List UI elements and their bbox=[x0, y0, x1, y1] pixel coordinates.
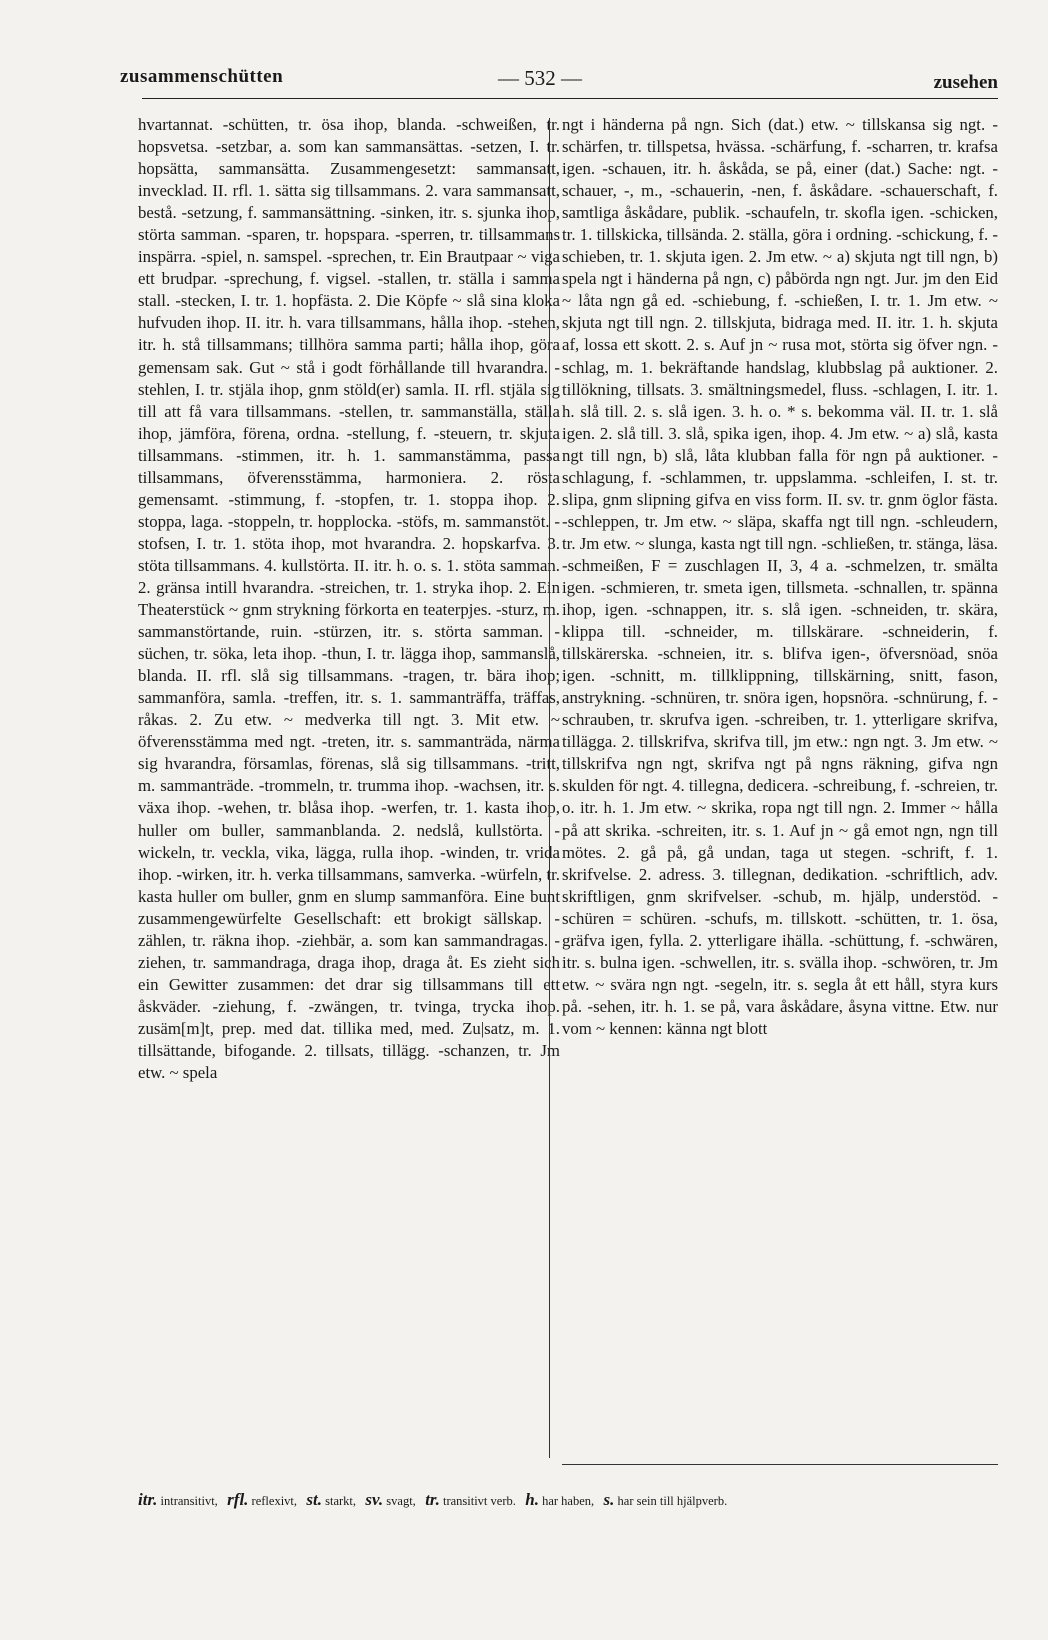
right-column-text: ngt i händerna på ngn. Sich (dat.) etw. ~ tillskansa sig ngt. -schärfen, tr. tillspetsa, hvässa. -schärfung, f. -scharren, tr. krafsa igen. -schauen, itr. h. åskåda, se på, einer (dat.) Sache: ngt. -schauer, -, m., -schauerin, -nen, f. åskådare. -schauerschaft, f. samtliga åskådare, publik. -schaufeln, tr. skofla igen. -schicken, tr. 1. tillskicka, tillsända. 2. ställa, göra i ordning. -schickung, f. -schieben, tr. 1. skjuta igen. 2. Jm etw. ~ a) skjuta ngt till ngn, b) spela ngt i händerna på ngn, c) påbörda ngn ngt. Jur. jm den Eid ~ låta ngn gå ed. -schiebung, f. -schießen, I. tr. 1. Jm etw. ~ skjuta ngt till ngn. 2. tillskjuta, bidraga med. II. itr. 1. h. skjuta af, lossa ett skott. 2. s. Auf jn ~ rusa mot, störta sig öfver ngn. -schlag, m. 1. bekräftande handslag, klubbslag på auktioner. 2. tillökning, tillsats. 3. smältningsmedel, fluss. -schlagen, I. itr. 1. h. slå till. 2. s. slå igen. 3. h. o. * s. bekomma väl. II. tr. 1. slå igen. 2. slå till. 3. slå, spika igen, ihop. 4. Jm etw. ~ a) slå, kasta ngt till ngn, b) slå, låta klubban falla för ngn på auktioner. -schlagung, f. -schlammen, tr. uppslamma. -schleifen, I. st. tr. slipa, gnm slipning gifva en viss form. II. sv. tr. gnm öglor fästa. -schleppen, tr. Jm etw. ~ släpa, skaffa ngt till ngn. -schleudern, tr. Jm etw. ~ slunga, kasta ngt till ngn. -schließen, tr. stänga, läsa. -schmeißen, F = zuschlagen II, 3, 4 a. -schmelzen, tr. smälta igen. -schmieren, tr. smeta igen, tillsmeta. -schnallen, tr. spänna ihop, igen. -schnappen, itr. s. slå igen. -schneiden, tr. skära, klippa till. -schneider, m. tillskärare. -schneiderin, f. tillskärerska. -schneien, itr. s. blifva igen-, öfversnöad, snöa igen. -schnitt, m. tillklippning, tillskärning, snitt, fason, anstrykning. -schnüren, tr. snöra igen, hopsnöra. -schnürung, f. -schrauben, tr. skrufva igen. -schreiben, tr. 1. ytterligare skrifva, tillägga. 2. tillskrifva, skrifva till, jm etw.: ngn ngt. 3. Jm etw. ~ tillskrifva ngn ngt, skrifva ngt på ngns räkning, gifva ngn skulden för ngt. 4. tillegna, dedicera. -schreibung, f. -schreien, tr. o. itr. h. 1. Jm etw. ~ skrika, ropa ngt till ngn. 2. Immer ~ hålla på att skrika. -schreiten, itr. s. 1. Auf jn ~ gå emot ngn, ngn till mötes. 2. gå på, gå undan, taga ut stegen. -schrift, f. 1. skrifvelse. 2. adress. 3. tillegnan, dedikation. -schriftlich, adv. skriftligen, gnm skrifvelser. -schub, m. hjälp, understöd. -schüren = schüren. -schufs, m. tillskott. -schütten, tr. 1. ösa, gräfva igen, fylla. 2. ytterligare ihälla. -schüttung, f. -schwären, itr. s. bulna igen. -schwellen, itr. s. svälla ihop. -schwören, tr. Jm etw. ~ svära ngn ngt. -segeln, itr. s. segla åt ett håll, styra kurs på. -sehen, itr. h. 1. se på, vara åskådare, åsyna vittne. Etw. nur vom ~ kennen: känna ngt blott bbox=[562, 115, 998, 1038]
page-number: — 532 — bbox=[498, 66, 582, 90]
left-column bbox=[138, 114, 560, 1084]
left-column-text: hvartannat. -schütten, tr. ösa ihop, blanda. -schweißen, tr. hopsvetsa. -setzbar, a. som kan sammansättas. -setzen, I. tr. hopsätta, sammansätta. Zusammengesetzt: sammansatt, invecklad. II. rfl. 1. sätta sig tillsammans. 2. vara sammansatt, bestå. -setzung, f. sammansättning. -sinken, itr. s. sjunka ihop, störta samman. -sparen, tr. hopspara. -sperren, tr. tillsammans inspärra. -spiel, n. samspel. -sprechen, tr. Ein Brautpaar ~ viga ett brudpar. -sprechung, f. vigsel. -stallen, tr. ställa i samma stall. -stecken, I. tr. 1. hopfästa. 2. Die Köpfe ~ slå sina kloka hufvuden ihop. II. itr. h. vara tillsammans, hålla ihop. -stehen, itr. h. stå tillsammans; tillhöra samma parti; hålla ihop, göra gemensam sak. Gut ~ stå i godt förhållande till hvarandra. -stehlen, I. tr. stjäla ihop, gnm stöld(er) samla. II. rfl. stjäla sig till att få vara tillsammans. -stellen, tr. sammanställa, ställa ihop, jämföra, förena, ordna. -stellung, f. -steuern, tr. skjuta tillsammans. -stimmen, itr. h. 1. sammanstämma, passa tillsammans, öfverensstämma, harmoniera. 2. rösta gemensamt. -stimmung, f. -stopfen, tr. 1. stoppa ihop. 2. stoppa, laga. -stoppeln, tr. hopplocka. -stöfs, m. sammanstöt. -stofsen, I. tr. 1. stöta ihop, mot hvarandra. 2. hopskarfva. 3. stöta tillsammans. 4. kullstörta. II. itr. h. o. s. 1. stöta samman. 2. gränsa intill hvarandra. -streichen, tr. 1. stryka ihop. 2. Ein Theaterstück ~ gnm strykning förkorta en teaterpjes. -sturz, m. sammanstörtande, ruin. -stürzen, itr. s. störta samman. -süchen, tr. söka, leta ihop. -thun, I. tr. lägga ihop, sammanslå, blanda. II. rfl. slå sig tillsammans. -tragen, tr. bära ihop; sammanföra, samla. -treffen, itr. s. 1. sammanträffa, träffas, råkas. 2. Zu etw. ~ medverka till ngt. 3. Mit etw. ~ öfverensstämma med ngt. -treten, itr. s. sammanträda, närma sig hvarandra, församlas, förenas, slå sig tillsammans. -tritt, m. sammanträde. -trommeln, tr. trumma ihop. -wachsen, itr. s. växa ihop. -wehen, tr. blåsa ihop. -werfen, tr. 1. kasta ihop, huller om buller, sammanblanda. 2. nedslå, kullstörta. -wickeln, tr. veckla, vika, lägga, rulla ihop. -winden, tr. vrida ihop. -wirken, itr. h. verka tillsammans, samverka. -würfeln, tr. kasta huller om buller, gnm en slump sammanföra. Eine bunt zusammengewürfelte Gesellschaft: ett brokigt sällskap. -zählen, tr. räkna ihop. -ziehbär, a. som kan sammandragas. -ziehen, tr. sammandraga, draga ihop, draga åt. Es zieht sich ein Gewitter zusammen: det drar sig tillsammans till ett åskväder. -ziehung, f. -zwängen, tr. tvinga, trycka ihop. zusäm[m]t, prep. med dat. tillika med, med. Zu|satz, m. 1. tillsättande, bifogande. 2. tillsats, tillägg. -schanzen, tr. Jm etw. ~ spela bbox=[138, 115, 560, 1083]
legend-item: st. starkt, bbox=[306, 1490, 357, 1509]
legend-item: s. har sein till hjälpverb. bbox=[603, 1490, 728, 1509]
legend-item: tr. transitivt verb. bbox=[425, 1490, 516, 1509]
header-right-word: zusehen bbox=[933, 72, 998, 93]
legend-item: itr. intransitivt, bbox=[138, 1490, 218, 1509]
legend-item: rfl. reflexivt, bbox=[227, 1490, 298, 1509]
page-header bbox=[120, 62, 998, 102]
bottom-rule bbox=[562, 1464, 998, 1465]
abbreviation-legend bbox=[138, 1490, 998, 1510]
header-rule bbox=[142, 98, 998, 99]
column-divider bbox=[549, 118, 550, 1458]
legend-item: h. har haben, bbox=[525, 1490, 595, 1509]
legend-item: sv. svagt, bbox=[365, 1490, 416, 1509]
right-column bbox=[562, 114, 998, 1040]
header-left-word: zusammenschütten bbox=[120, 66, 284, 87]
